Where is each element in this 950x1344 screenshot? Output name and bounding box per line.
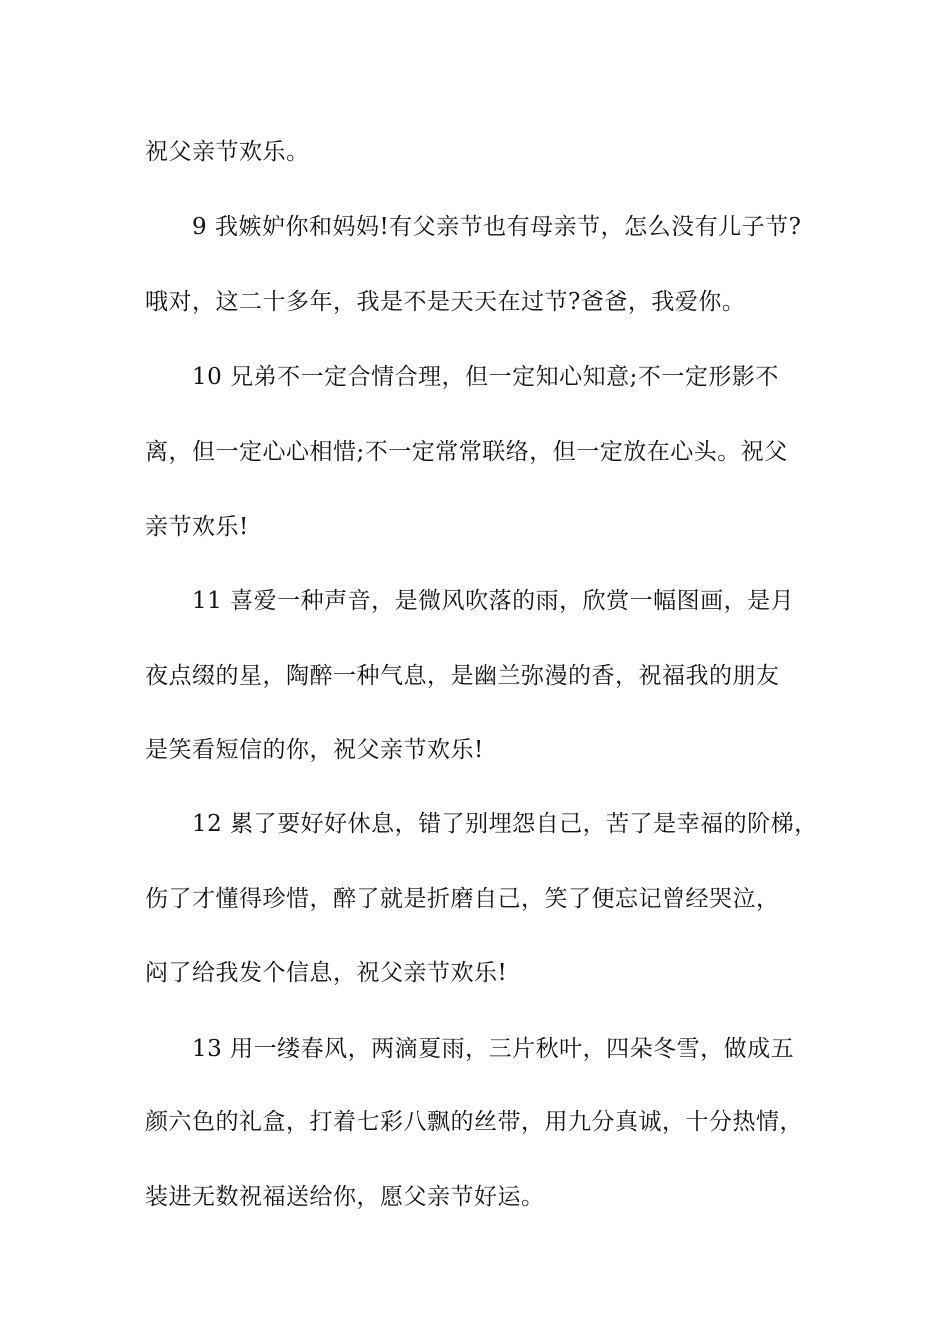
paragraph-13-line-3: 装进无数祝福送给你，愿父亲节好运。 bbox=[145, 1184, 545, 1210]
paragraph-8-line-3: 祝父亲节欢乐。 bbox=[145, 139, 310, 165]
paragraph-10-line-3: 亲节欢乐! bbox=[145, 514, 249, 540]
paragraph-11-line-1: 11 喜爱一种声音，是微风吹落的雨，欣赏一幅图画，是月 bbox=[192, 588, 795, 614]
paragraph-12-line-3: 闷了给我发个信息，祝父亲节欢乐! bbox=[145, 960, 508, 986]
paragraph-10-line-1: 10 兄弟不一定合情合理，但一定知心知意;不一定形影不 bbox=[192, 364, 779, 390]
paragraph-12-line-2: 伤了才懂得珍惜，醉了就是折磨自己，笑了便忘记曾经哭泣， bbox=[145, 886, 780, 912]
paragraph-12-line-1: 12 累了要好好休息，错了别埋怨自己，苦了是幸福的阶梯， bbox=[192, 811, 818, 837]
paragraph-13-line-1: 13 用一缕春风，两滴夏雨，三片秋叶，四朵冬雪，做成五 bbox=[192, 1036, 795, 1062]
paragraph-10-line-2: 离，但一定心心相惜;不一定常常联络，但一定放在心头。祝父 bbox=[145, 439, 788, 465]
paragraph-11-line-3: 是笑看短信的你，祝父亲节欢乐! bbox=[145, 737, 484, 763]
paragraph-11-line-2: 夜点缀的星，陶醉一种气息，是幽兰弥漫的香，祝福我的朋友 bbox=[145, 663, 780, 689]
paragraph-13-line-2: 颜六色的礼盒，打着七彩八飘的丝带，用九分真诚，十分热情， bbox=[145, 1109, 803, 1135]
paragraph-9-line-1: 9 我嫉妒你和妈妈!有父亲节也有母亲节，怎么没有儿子节? bbox=[192, 214, 802, 240]
paragraph-9-line-2: 哦对，这二十多年，我是不是天天在过节?爸爸，我爱你。 bbox=[145, 289, 746, 315]
